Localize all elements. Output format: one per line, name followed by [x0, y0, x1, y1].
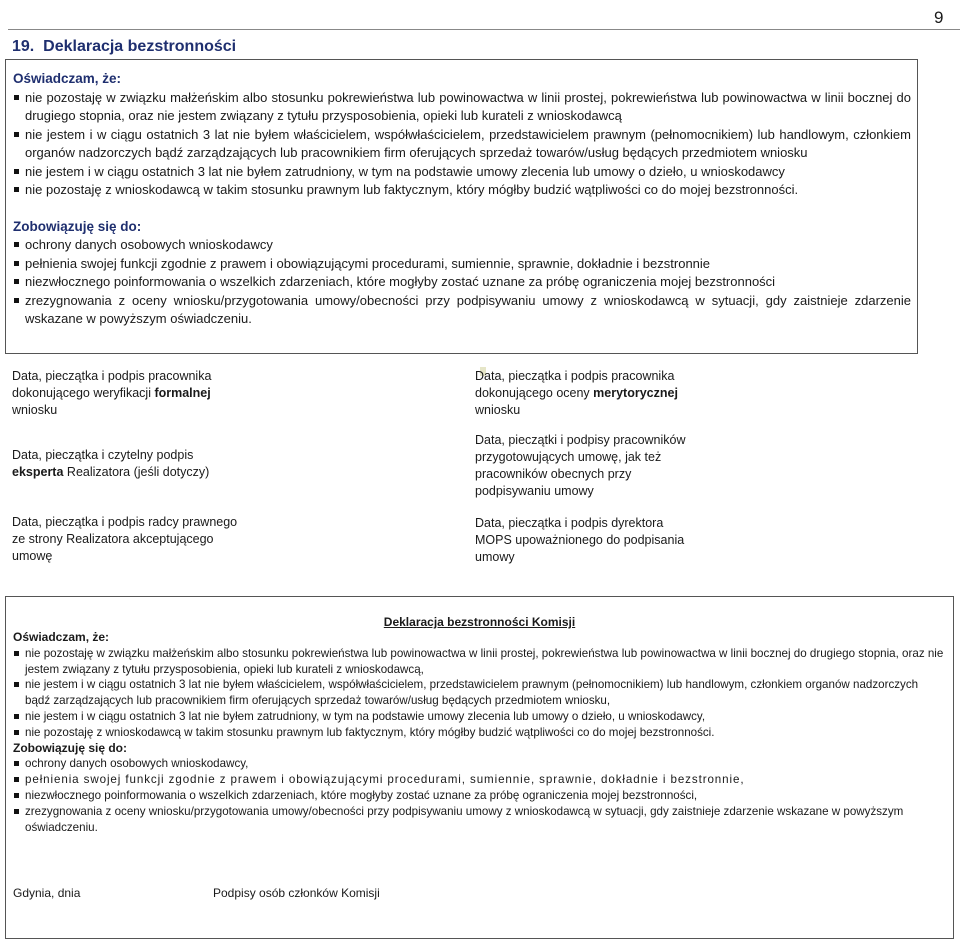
page-number: 9 [934, 8, 944, 27]
commitment-heading: Zobowiązuję się do: [13, 218, 142, 234]
commission-commitment-item: ochrony danych osobowych wnioskodawcy, [13, 756, 945, 772]
section-title-text: Deklaracja bezstronności [43, 38, 237, 55]
commitment-item: ochrony danych osobowych wnioskodawcy [13, 236, 911, 255]
commitment-item: pełnienia swojej funkcji zgodnie z prawem i obowiązującymi procedurami, sumiennie, sprawnie, dokładnie i bezstronnie [13, 255, 911, 274]
signature-field-expert: Data, pieczątka i czytelny podpis eksperta Realizatora (jeśli dotyczy) [12, 448, 210, 479]
section-number: 19. [12, 38, 35, 55]
signature-field-legal: Data, pieczątka i podpis radcy prawnego ze strony Realizatora akceptującego umowę [12, 515, 238, 563]
commission-declaration-heading: Oświadczam, że: [13, 630, 110, 644]
commission-commitment-item: pełnienia swojej funkcji zgodnie z prawem i obowiązującymi procedurami, sumiennie, sprawnie, dokładnie i bezstronnie, [13, 772, 945, 788]
declaration-heading: Oświadczam, że: [13, 71, 122, 86]
commission-commitment-list [13, 756, 945, 835]
declaration-block [13, 70, 911, 329]
declaration-item: nie pozostaję z wnioskodawcą w takim stosunku prawnym lub faktycznym, który mógłby budzić wątpliwości co do mojej bezstronności. [13, 181, 911, 200]
signature-field-formal: Data, pieczątka i podpis pracownika dokonującego weryfikacji formalnej wniosku [12, 369, 212, 417]
declaration-item: nie jestem i w ciągu ostatnich 3 lat nie byłem zatrudniony, w tym na podstawie umowy zlecenia lub umowy o dzieło, u wnioskodawcy [13, 163, 911, 182]
declaration-item: nie pozostaję w związku małżeńskim albo stosunku pokrewieństwa lub powinowactwa w linii prostej, pokrewieństwa lub powinowactwa w linii bocznej do drugiego stopnia, oraz nie jestem związany z tytułu przysposobienia, opieki lub kurateli z wnioskodawcą [13, 89, 911, 126]
commission-declaration-item: nie pozostaję w związku małżeńskim albo stosunku pokrewieństwa lub powinowactwa w linii prostej, pokrewieństwa lub powinowactwa w linii bocznej do drugiego stopnia, oraz nie jestem związany z tytułu przysposobienia, opieki lub kurateli z wnioskodawcą, [13, 646, 945, 678]
header-rule [8, 29, 960, 30]
commission-block [13, 630, 945, 835]
commission-commitment-heading: Zobowiązuję się do: [13, 740, 128, 755]
place-date-label: Gdynia, dnia [13, 886, 81, 900]
commission-declaration-item: nie jestem i w ciągu ostatnich 3 lat nie byłem zatrudniony, w tym na podstawie umowy zlecenia lub umowy o dzieło, u wnioskodawcy, [13, 709, 945, 725]
commitment-item: niezwłocznego poinformowania o wszelkich zdarzeniach, które mogłyby zostać uznane za próbę ograniczenia mojej bezstronności [13, 273, 911, 292]
signature-field-director: Data, pieczątka i podpis dyrektora MOPS upoważnionego do podpisania umowy [475, 516, 685, 564]
signature-field-merit: Data, pieczątka i podpis pracownika dokonującego oceny merytorycznej wniosku [475, 369, 678, 417]
commission-declaration-item: nie jestem i w ciągu ostatnich 3 lat nie byłem właścicielem, współwłaścicielem, przedstawicielem prawnym (pełnomocnikiem) lub handlowym, członkiem organów nadzorczych bądź zarządzających lub pracownikiem firm oferujących sprzedaż towarów/usług będących przedmiotem wniosku, [13, 677, 945, 709]
commission-box [5, 596, 954, 939]
members-signatures-label: Podpisy osób członków Komisji [213, 886, 380, 900]
section-title [12, 38, 236, 56]
declaration-item: nie jestem i w ciągu ostatnich 3 lat nie byłem właścicielem, współwłaścicielem, przedstawicielem prawnym (pełnomocnikiem) lub handlowym, członkiem organów nadzorczych bądź zarządzających lub pracownikiem firm oferujących sprzedaż towarów/usług będących przedmiotem wniosku [13, 126, 911, 163]
commission-commitment-item: niezwłocznego poinformowania o wszelkich zdarzeniach, które mogłyby zostać uznane za próbę ograniczenia mojej bezstronności, [13, 788, 945, 804]
signature-field-contract-staff: Data, pieczątki i podpisy pracowników przygotowujących umowę, jak też pracowników obecnych przy podpisywaniu umowy [475, 433, 686, 498]
commitment-item: zrezygnowania z oceny wniosku/przygotowania umowy/obecności przy podpisywaniu umowy z wnioskodawcą w sytuacji, gdy zaistnieje zdarzenie wskazane w powyższym oświadczeniu. [13, 292, 911, 329]
commission-declaration-item: nie pozostaję z wnioskodawcą w takim stosunku prawnym lub faktycznym, który mógłby budzić wątpliwości co do mojej bezstronności. [13, 725, 945, 741]
commission-declaration-list [13, 646, 945, 741]
commission-commitment-item: zrezygnowania z oceny wniosku/przygotowania umowy/obecności przy podpisywaniu umowy z wnioskodawcą w sytuacji, gdy zaistnieje zdarzenie wskazane w powyższym oświadczeniu. [13, 804, 945, 836]
declaration-list [13, 89, 911, 200]
commission-title: Deklaracja bezstronności Komisji [383, 615, 576, 629]
commitment-list [13, 236, 911, 329]
declaration-box [5, 59, 918, 354]
